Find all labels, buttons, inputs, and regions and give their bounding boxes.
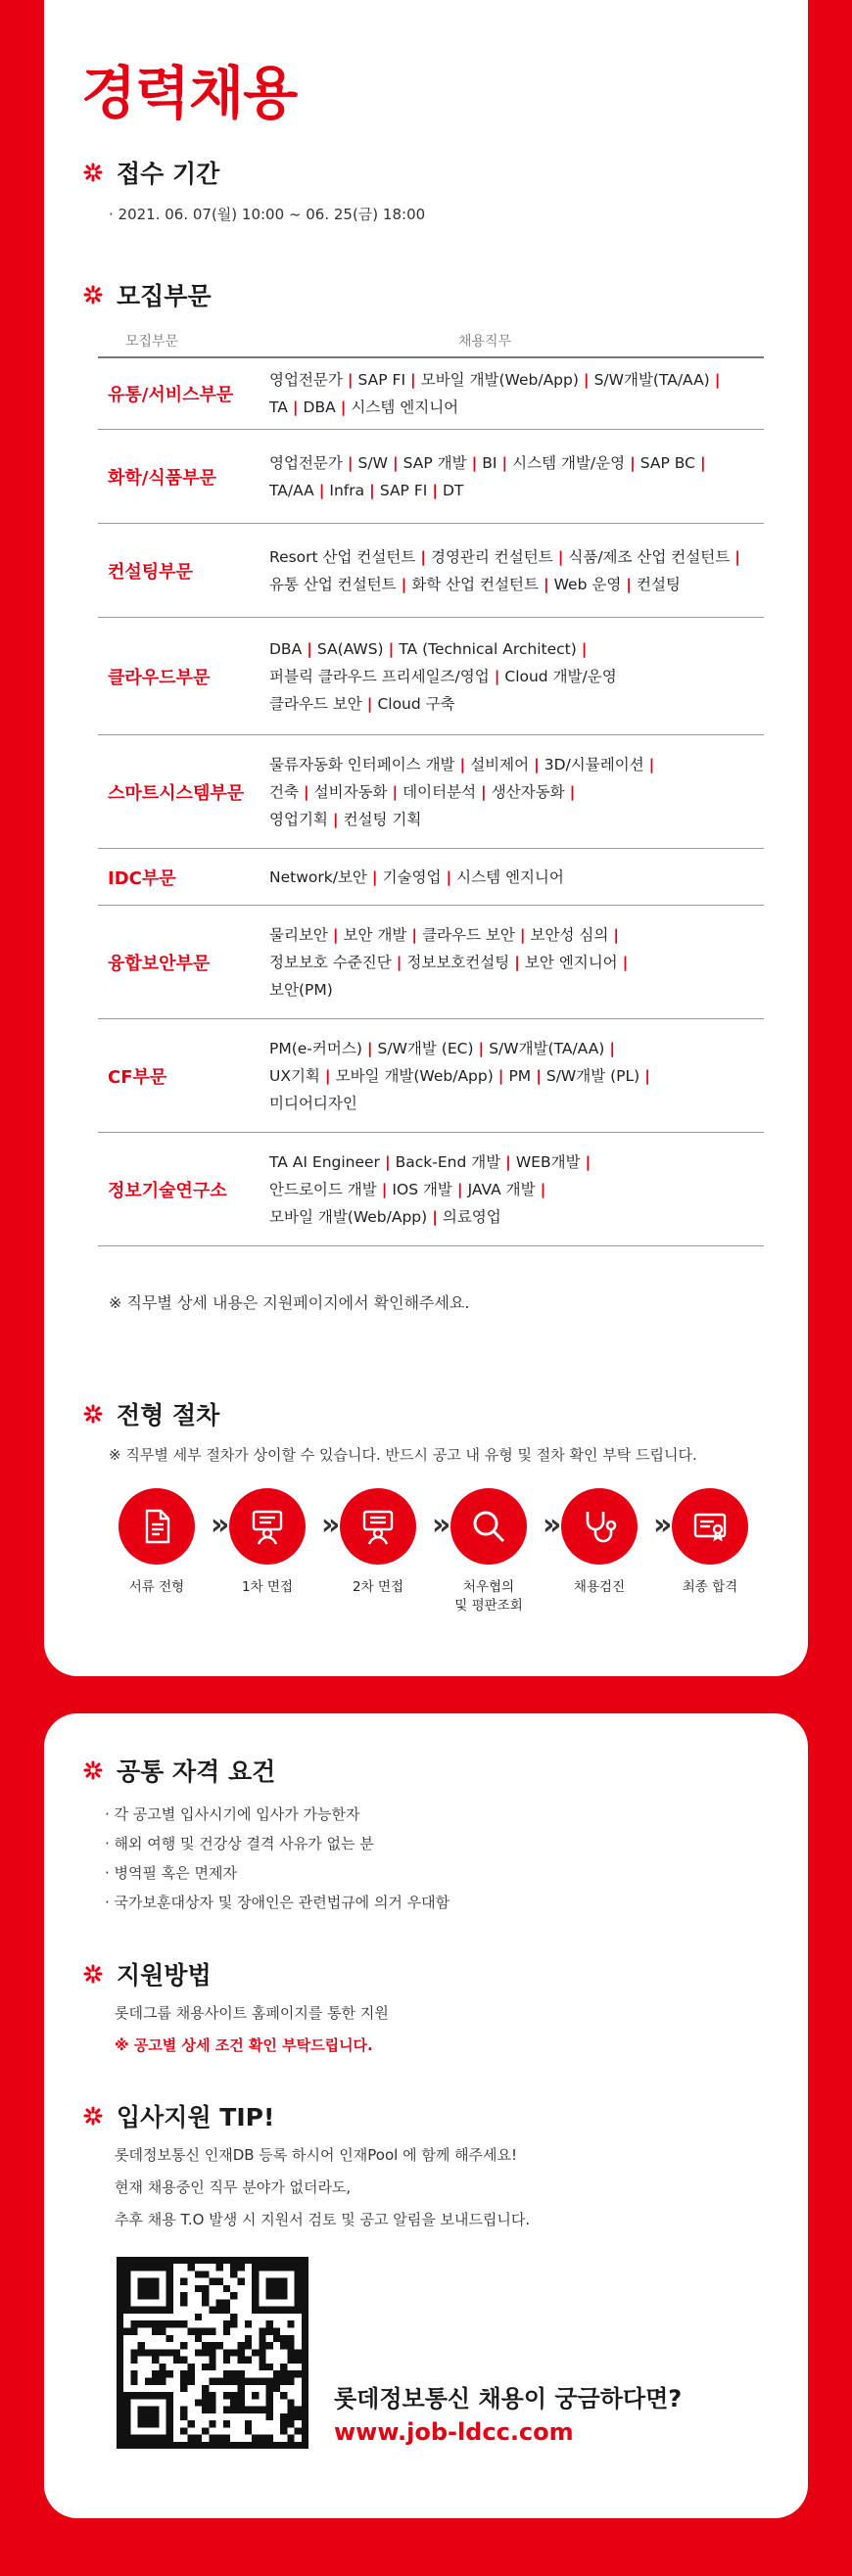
separator: | — [396, 953, 402, 971]
table-row — [98, 358, 764, 430]
table-row — [98, 1019, 764, 1133]
job-item: 보안(PM) — [269, 980, 333, 999]
job-line — [269, 778, 764, 806]
step-label: 처우협의 및 평판조회 — [454, 1579, 523, 1614]
separator: | — [569, 782, 576, 801]
job-line — [269, 1176, 764, 1203]
dept-name: 스마트시스템부문 — [108, 782, 245, 804]
job-line — [269, 1035, 764, 1062]
job-item: 보안 엔지니어 — [524, 953, 618, 971]
job-item: IOS 개발 — [392, 1180, 452, 1198]
separator: | — [581, 639, 588, 658]
process-note: ※ 직무별 세부 절차가 상이할 수 있습니다. 반드시 공고 내 유형 및 절차 확인 부탁 드립니다. — [109, 1446, 697, 1464]
search-icon — [467, 1505, 510, 1548]
dept-name: 융합보안부문 — [108, 953, 211, 974]
job-list — [269, 449, 764, 504]
job-item: 영업기획 — [269, 810, 328, 828]
separator: | — [332, 925, 339, 944]
qualifications-heading: 공통 자격 요건 — [117, 1757, 276, 1786]
separator: | — [622, 953, 629, 971]
job-line — [269, 921, 764, 949]
table-row — [98, 906, 764, 1019]
job-item: 시스템 엔지니어 — [351, 398, 459, 416]
job-item: 정보보호 수준진단 — [269, 953, 392, 971]
job-item: BI — [482, 453, 497, 472]
separator: | — [366, 694, 373, 713]
separator: | — [648, 755, 655, 773]
job-item: Back-End 개발 — [395, 1152, 501, 1171]
recruit-heading: 모집부문 — [117, 282, 212, 310]
qualifications-list — [105, 1800, 450, 1917]
separator: | — [401, 575, 407, 593]
separator: | — [432, 1207, 438, 1226]
separator: | — [557, 547, 564, 566]
separator: | — [318, 481, 325, 499]
table-row — [98, 524, 764, 618]
table-row — [98, 735, 764, 849]
job-item: 영업전문가 — [269, 371, 343, 389]
chevron-right-icon: » — [211, 1508, 230, 1542]
job-item: 3D/시뮬레이션 — [544, 755, 644, 773]
job-item: PM — [508, 1066, 532, 1085]
dept-name: 클라우드부문 — [108, 667, 211, 688]
cta-url-link[interactable]: www.job-ldcc.com — [334, 2418, 574, 2446]
job-list — [269, 543, 764, 598]
page-title: 경력채용 — [81, 60, 298, 126]
job-item: DBA — [269, 639, 303, 658]
separator: | — [292, 398, 299, 416]
burst-icon — [83, 285, 103, 304]
col-dept-header: 모집부문 — [124, 334, 179, 350]
job-list — [269, 1035, 764, 1117]
job-item: SAP 개발 — [402, 453, 467, 472]
step-label: 2차 면접 — [352, 1579, 403, 1595]
list-item: · 해외 여행 및 건강상 결격 사유가 없는 분 — [105, 1835, 374, 1852]
separator: | — [644, 1066, 650, 1085]
tip-body — [115, 2139, 530, 2236]
job-item: 보안성 심의 — [530, 925, 609, 944]
separator: | — [381, 1180, 388, 1198]
job-item: 모바일 개발(Web/App) — [335, 1066, 494, 1085]
separator: | — [432, 481, 438, 499]
job-item: SAP BC — [639, 453, 695, 472]
process-step — [545, 1488, 653, 1597]
process-step — [435, 1488, 543, 1616]
separator: | — [534, 755, 540, 773]
recruit-table — [98, 325, 764, 1246]
separator: | — [340, 398, 347, 416]
separator: | — [307, 639, 312, 658]
separator: | — [303, 782, 309, 801]
burst-icon — [83, 1760, 103, 1780]
job-item: 건축 — [269, 782, 299, 801]
separator: | — [536, 1066, 542, 1085]
separator: | — [734, 547, 740, 566]
separator: | — [446, 867, 452, 886]
separator: | — [626, 575, 632, 593]
dept-name: 정보기술연구소 — [108, 1180, 227, 1201]
separator: | — [410, 371, 416, 389]
separator: | — [471, 453, 478, 472]
separator: | — [420, 547, 426, 566]
job-item: 식품/제조 산업 컨설턴트 — [568, 547, 731, 566]
separator: | — [699, 453, 706, 472]
tip-line: 롯데정보통신 인재DB 등록 하시어 인재Pool 에 함께 해주세요! — [115, 2146, 518, 2164]
chevron-right-icon: » — [543, 1508, 562, 1542]
interview-icon — [246, 1505, 289, 1548]
job-item: 생산자동화 — [491, 782, 565, 801]
separator: | — [481, 782, 487, 801]
interview-2-icon — [356, 1505, 400, 1548]
job-item: 기술영업 — [382, 867, 442, 886]
separator: | — [583, 371, 590, 389]
burst-icon — [83, 163, 103, 182]
burst-icon — [83, 1964, 103, 1984]
job-item: 의료영업 — [442, 1207, 501, 1226]
apply-body — [115, 1997, 389, 2062]
job-item: Web 운영 — [553, 575, 622, 593]
job-item: 설비제어 — [470, 755, 530, 773]
job-item: 경영관리 컨설턴트 — [430, 547, 553, 566]
separator: | — [392, 453, 399, 472]
job-line — [269, 1062, 764, 1090]
job-line — [269, 366, 764, 394]
job-item: S/W개발 (PL) — [545, 1066, 640, 1085]
separator: | — [369, 481, 375, 499]
job-item: 퍼블릭 클라우드 프리세일즈/영업 — [269, 667, 490, 685]
job-item: 미디어디자인 — [269, 1094, 357, 1112]
certificate-icon — [688, 1505, 732, 1548]
burst-icon — [83, 1404, 103, 1424]
dept-name: CF부문 — [108, 1066, 167, 1088]
process-step — [656, 1488, 764, 1597]
separator: | — [366, 1039, 373, 1057]
job-list — [269, 921, 764, 1004]
step-label: 서류 전형 — [128, 1579, 185, 1595]
separator: | — [585, 1152, 592, 1171]
job-item: S/W개발(TA/AA) — [489, 1039, 605, 1057]
qr-code[interactable] — [117, 2257, 308, 2449]
job-item: 영업전문가 — [269, 453, 343, 472]
separator: | — [371, 867, 378, 886]
job-line — [269, 477, 764, 504]
cta-question: 롯데정보통신 채용이 궁금하다면? — [334, 2385, 683, 2412]
step-label: 최종 합격 — [682, 1579, 738, 1595]
table-body — [98, 358, 764, 1246]
job-line — [269, 543, 764, 571]
job-line — [269, 635, 764, 663]
separator: | — [459, 755, 466, 773]
dept-name: 컨설팅부문 — [108, 561, 193, 583]
document-icon — [135, 1505, 178, 1548]
job-item: 컨설팅 — [636, 575, 681, 593]
job-item: 안드로이드 개발 — [269, 1180, 377, 1198]
dept-name: 화학/식품부문 — [108, 467, 216, 489]
job-line — [269, 449, 764, 477]
job-item: PM(e-커머스) — [269, 1039, 362, 1057]
separator: | — [332, 810, 339, 828]
job-item: S/W개발 (EC) — [377, 1039, 474, 1057]
job-item: S/W개발(TA/AA) — [593, 371, 710, 389]
separator: | — [540, 1180, 546, 1198]
chevron-right-icon: » — [653, 1508, 673, 1542]
job-item: 물리보안 — [269, 925, 328, 944]
job-item: TA — [269, 398, 288, 416]
job-line — [269, 1203, 764, 1231]
job-line — [269, 1148, 764, 1176]
separator: | — [347, 371, 354, 389]
separator: | — [505, 1152, 511, 1171]
period-text: · 2021. 06. 07(월) 10:00 ~ 06. 25(금) 18:00 — [109, 206, 426, 223]
job-item: 컨설팅 기획 — [343, 810, 422, 828]
col-jobs-header: 채용직무 — [457, 334, 512, 350]
job-list — [269, 1148, 764, 1231]
burst-icon — [83, 2106, 103, 2126]
tip-heading: 입사지원 TIP! — [117, 2103, 275, 2131]
job-line — [269, 571, 764, 598]
table-row — [98, 1133, 764, 1246]
chevron-right-icon: » — [321, 1508, 341, 1542]
job-item: SA(AWS) — [316, 639, 384, 658]
separator: | — [347, 453, 354, 472]
job-item: 물류자동화 인터페이스 개발 — [269, 755, 455, 773]
process-steps — [103, 1488, 769, 1625]
job-line — [269, 663, 764, 690]
separator: | — [714, 371, 721, 389]
job-item: 보안 개발 — [343, 925, 407, 944]
recruit-section-heading — [83, 277, 212, 312]
apply-text: 롯데그룹 채용사이트 홈페이지를 통한 지원 — [115, 2004, 389, 2022]
dept-name: 유통/서비스부문 — [108, 385, 234, 405]
job-item: 모바일 개발(Web/App) — [269, 1207, 428, 1226]
separator: | — [543, 575, 549, 593]
job-list — [269, 635, 764, 718]
job-item: 클라우드 보안 — [269, 694, 362, 713]
list-item: · 각 공고별 입사시기에 입사가 가능한자 — [105, 1805, 360, 1823]
job-item: SAP FI — [357, 371, 406, 389]
qualifications-section-heading — [83, 1753, 275, 1788]
job-item: WEB개발 — [515, 1152, 581, 1171]
separator: | — [630, 453, 636, 472]
job-item: TA (Technical Architect) — [399, 639, 577, 658]
separator: | — [388, 639, 395, 658]
separator: | — [392, 782, 399, 801]
separator: | — [514, 953, 520, 971]
job-line — [269, 976, 764, 1004]
separator: | — [411, 925, 418, 944]
job-item: S/W — [357, 453, 388, 472]
tip-line: 현재 채용중인 직무 분야가 없더라도, — [115, 2178, 352, 2196]
job-item: Network/보안 — [269, 867, 367, 886]
tip-section-heading — [83, 2098, 274, 2133]
job-line — [269, 690, 764, 718]
separator: | — [456, 1180, 463, 1198]
job-line — [269, 751, 764, 778]
job-item: 모바일 개발(Web/App) — [420, 371, 579, 389]
job-list — [269, 366, 764, 421]
stethoscope-icon — [578, 1505, 621, 1548]
separator: | — [613, 925, 619, 944]
job-item: 클라우드 보안 — [422, 925, 515, 944]
qr-code-icon — [123, 2264, 302, 2442]
job-item: DT — [442, 481, 464, 499]
job-item: 화학 산업 컨설턴트 — [411, 575, 539, 593]
step-label: 채용검진 — [573, 1579, 626, 1595]
job-item: DBA — [303, 398, 336, 416]
separator: | — [501, 453, 508, 472]
separator: | — [609, 1039, 616, 1057]
job-line — [269, 864, 764, 891]
separator: | — [478, 1039, 485, 1057]
table-header — [98, 325, 764, 358]
job-item: TA AI Engineer — [269, 1152, 380, 1171]
separator: | — [324, 1066, 331, 1085]
period-section-heading — [83, 155, 219, 190]
recruitment-card — [44, 0, 808, 1676]
apply-heading: 지원방법 — [117, 1961, 212, 1990]
separator: | — [384, 1152, 391, 1171]
job-item: Cloud 개발/운영 — [504, 667, 617, 685]
job-item: 시스템 개발/운영 — [512, 453, 626, 472]
job-item: Resort 산업 컨설턴트 — [269, 547, 416, 566]
table-row — [98, 849, 764, 906]
job-line — [269, 949, 764, 976]
table-row — [98, 618, 764, 735]
job-line — [269, 394, 764, 421]
job-item: Infra — [329, 481, 365, 499]
apply-section-heading — [83, 1956, 212, 1991]
job-item: JAVA 개발 — [467, 1180, 536, 1198]
period-heading: 접수 기간 — [117, 160, 220, 188]
process-step — [213, 1488, 321, 1597]
list-item: · 병역필 혹은 면제자 — [105, 1864, 237, 1882]
step-label: 1차 면접 — [241, 1579, 293, 1595]
job-list — [269, 864, 764, 891]
separator: | — [519, 925, 526, 944]
job-item: 데이터분석 — [402, 782, 477, 801]
process-heading: 전형 절차 — [117, 1401, 220, 1429]
dept-name: IDC부문 — [108, 867, 176, 889]
process-step — [324, 1488, 432, 1597]
job-list — [269, 751, 764, 833]
table-row — [98, 430, 764, 524]
apply-note: ※ 공고별 상세 조건 확인 부탁드립니다. — [115, 2037, 373, 2054]
process-step — [103, 1488, 211, 1597]
separator: | — [497, 1066, 504, 1085]
info-card — [44, 1713, 808, 2518]
separator: | — [494, 667, 500, 685]
job-item: UX기획 — [269, 1066, 320, 1085]
job-item: SAP FI — [379, 481, 428, 499]
list-item: · 국가보훈대상자 및 장애인은 관련법규에 의거 우대함 — [105, 1894, 450, 1911]
job-item: 설비자동화 — [313, 782, 388, 801]
job-item: TA/AA — [269, 481, 314, 499]
process-section-heading — [83, 1396, 219, 1431]
job-line — [269, 806, 764, 833]
recruit-note: ※ 직무별 상세 내용은 지원페이지에서 확인해주세요. — [109, 1293, 470, 1312]
chevron-right-icon: » — [432, 1508, 451, 1542]
job-item: Cloud 구축 — [377, 694, 455, 713]
job-item: 시스템 엔지니어 — [456, 867, 564, 886]
job-item: 유통 산업 컨설턴트 — [269, 575, 397, 593]
job-line — [269, 1090, 764, 1117]
tip-line: 추후 채용 T.O 발생 시 지원서 검토 및 공고 알림을 보내드립니다. — [115, 2211, 531, 2228]
job-item: 정보보호컨설팅 — [406, 953, 510, 971]
